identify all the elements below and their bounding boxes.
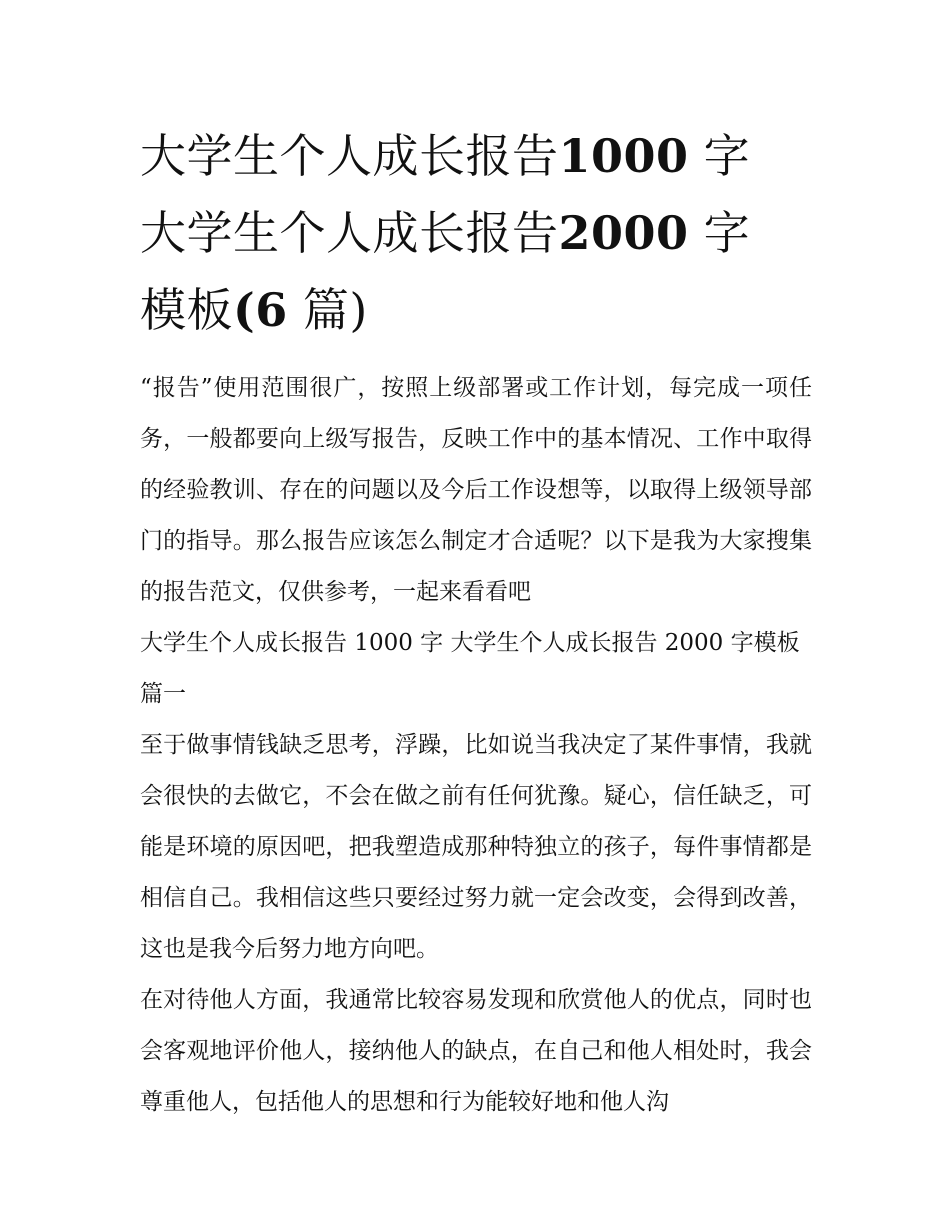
title-line-1: 大学生个人成长报告1000 字	[140, 129, 751, 183]
title-line-3: 模板(6 篇)	[140, 283, 368, 337]
section-heading: 大学生个人成长报告 1000 字 大学生个人成长报告 2000 字模板篇一	[140, 630, 800, 707]
body-paragraph-1: 至于做事情钱缺乏思考，浮躁，比如说当我决定了某件事情，我就会很快的去做它，不会在做之前有任何犹豫。疑心，信任缺乏，可能是环境的原因吧，把我塑造成那种特独立的孩子，每件事情都是相信自己。我相信这些只要经过努力就一定会改变，会得到改善，这也是我今后努力地方向吧。	[140, 732, 812, 962]
title-line-2: 大学生个人成长报告2000 字	[140, 206, 751, 260]
intro-paragraph: “报告”使用范围很广，按照上级部署或工作计划，每完成一项任务，一般都要向上级写报告，反映工作中的基本情况、工作中取得的经验教训、存在的问题以及今后工作设想等，以取得上级领导部门的指导。那么报告应该怎么制定才合适呢？以下是我为大家搜集的报告范文，仅供参考，一起来看看吧	[140, 375, 812, 605]
document-title	[140, 118, 812, 349]
body-paragraph-2: 在对待他人方面，我通常比较容易发现和欣赏他人的优点，同时也会客观地评价他人，接纳他人的缺点，在自己和他人相处时，我会尊重他人，包括他人的思想和行为能较好地和他人沟	[140, 987, 812, 1115]
document-page	[140, 118, 812, 1128]
